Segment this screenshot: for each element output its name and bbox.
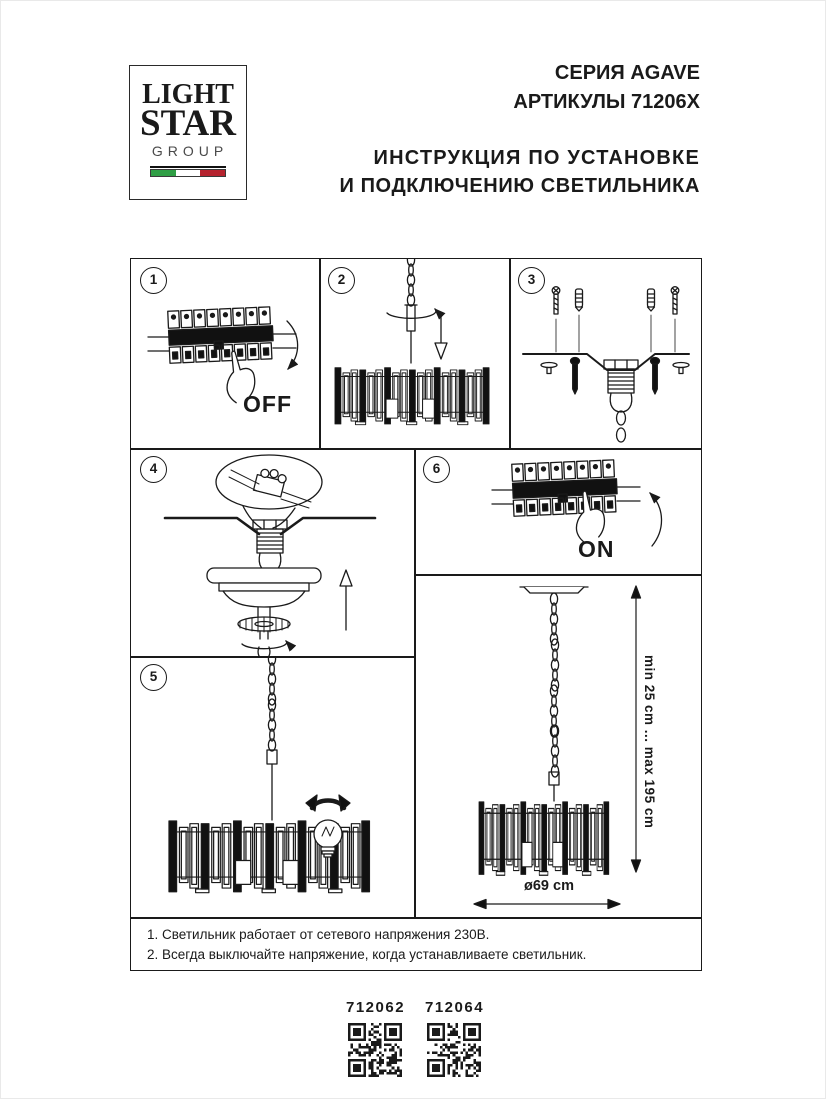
lightstar-logo xyxy=(129,65,247,200)
on-label: ON xyxy=(578,536,615,562)
step-panel-4 xyxy=(131,448,414,656)
note-line-1: 1. Светильник работает от сетевого напряжения 230В. xyxy=(147,927,490,942)
logo-star-text: STAR xyxy=(140,103,236,144)
instruction-title-line2: И ПОДКЛЮЧЕНИЮ СВЕТИЛЬНИКА xyxy=(339,175,700,197)
product-code-column xyxy=(425,999,483,1077)
series-title: СЕРИЯ AGAVE xyxy=(554,62,700,84)
product-code: 712062 xyxy=(346,999,406,1016)
step-number-badge: 4 xyxy=(140,456,167,483)
step-number-badge: 2 xyxy=(328,267,355,294)
step-panel-5 xyxy=(131,656,414,917)
instruction-title-line1: ИНСТРУКЦИЯ ПО УСТАНОВКЕ xyxy=(373,147,700,169)
wiring-canopy-illustration xyxy=(131,448,414,656)
pendant-dimensions-illustration xyxy=(414,574,701,917)
diameter-dimension-label: ø69 cm xyxy=(524,878,574,894)
product-code-column xyxy=(346,999,404,1077)
step-number-badge: 6 xyxy=(423,456,450,483)
bulb-installation-illustration xyxy=(131,656,414,917)
qr-code xyxy=(427,1023,481,1077)
off-label: OFF xyxy=(243,391,292,417)
instruction-grid xyxy=(130,258,702,971)
flag-red-segment xyxy=(200,170,225,176)
step-panel-3 xyxy=(509,259,701,448)
qr-code xyxy=(348,1023,402,1077)
step-panel-2 xyxy=(319,259,509,448)
articles-title: АРТИКУЛЫ 71206X xyxy=(513,91,700,113)
step-panel-1 xyxy=(131,259,319,448)
step-number-badge: 1 xyxy=(140,267,167,294)
safety-notes xyxy=(131,917,701,970)
note-line-2: 2. Всегда выключайте напряжение, когда устанавливаете светильник. xyxy=(147,947,587,962)
flag-green-segment xyxy=(151,170,176,176)
flag-white-segment xyxy=(176,170,201,176)
circuit-breaker-on-illustration xyxy=(414,448,701,574)
height-dimension-label: min 25 cm ... max 195 cm xyxy=(642,655,657,829)
italian-flag-bar xyxy=(150,166,226,177)
step-number-badge: 5 xyxy=(140,664,167,691)
logo-group-text: GROUP xyxy=(151,143,229,159)
dimensions-panel xyxy=(414,574,701,917)
step-panel-6 xyxy=(414,448,701,574)
product-code: 712064 xyxy=(425,999,485,1016)
logo-light-text: LIGHT xyxy=(142,79,234,110)
step-number-badge: 3 xyxy=(518,267,545,294)
